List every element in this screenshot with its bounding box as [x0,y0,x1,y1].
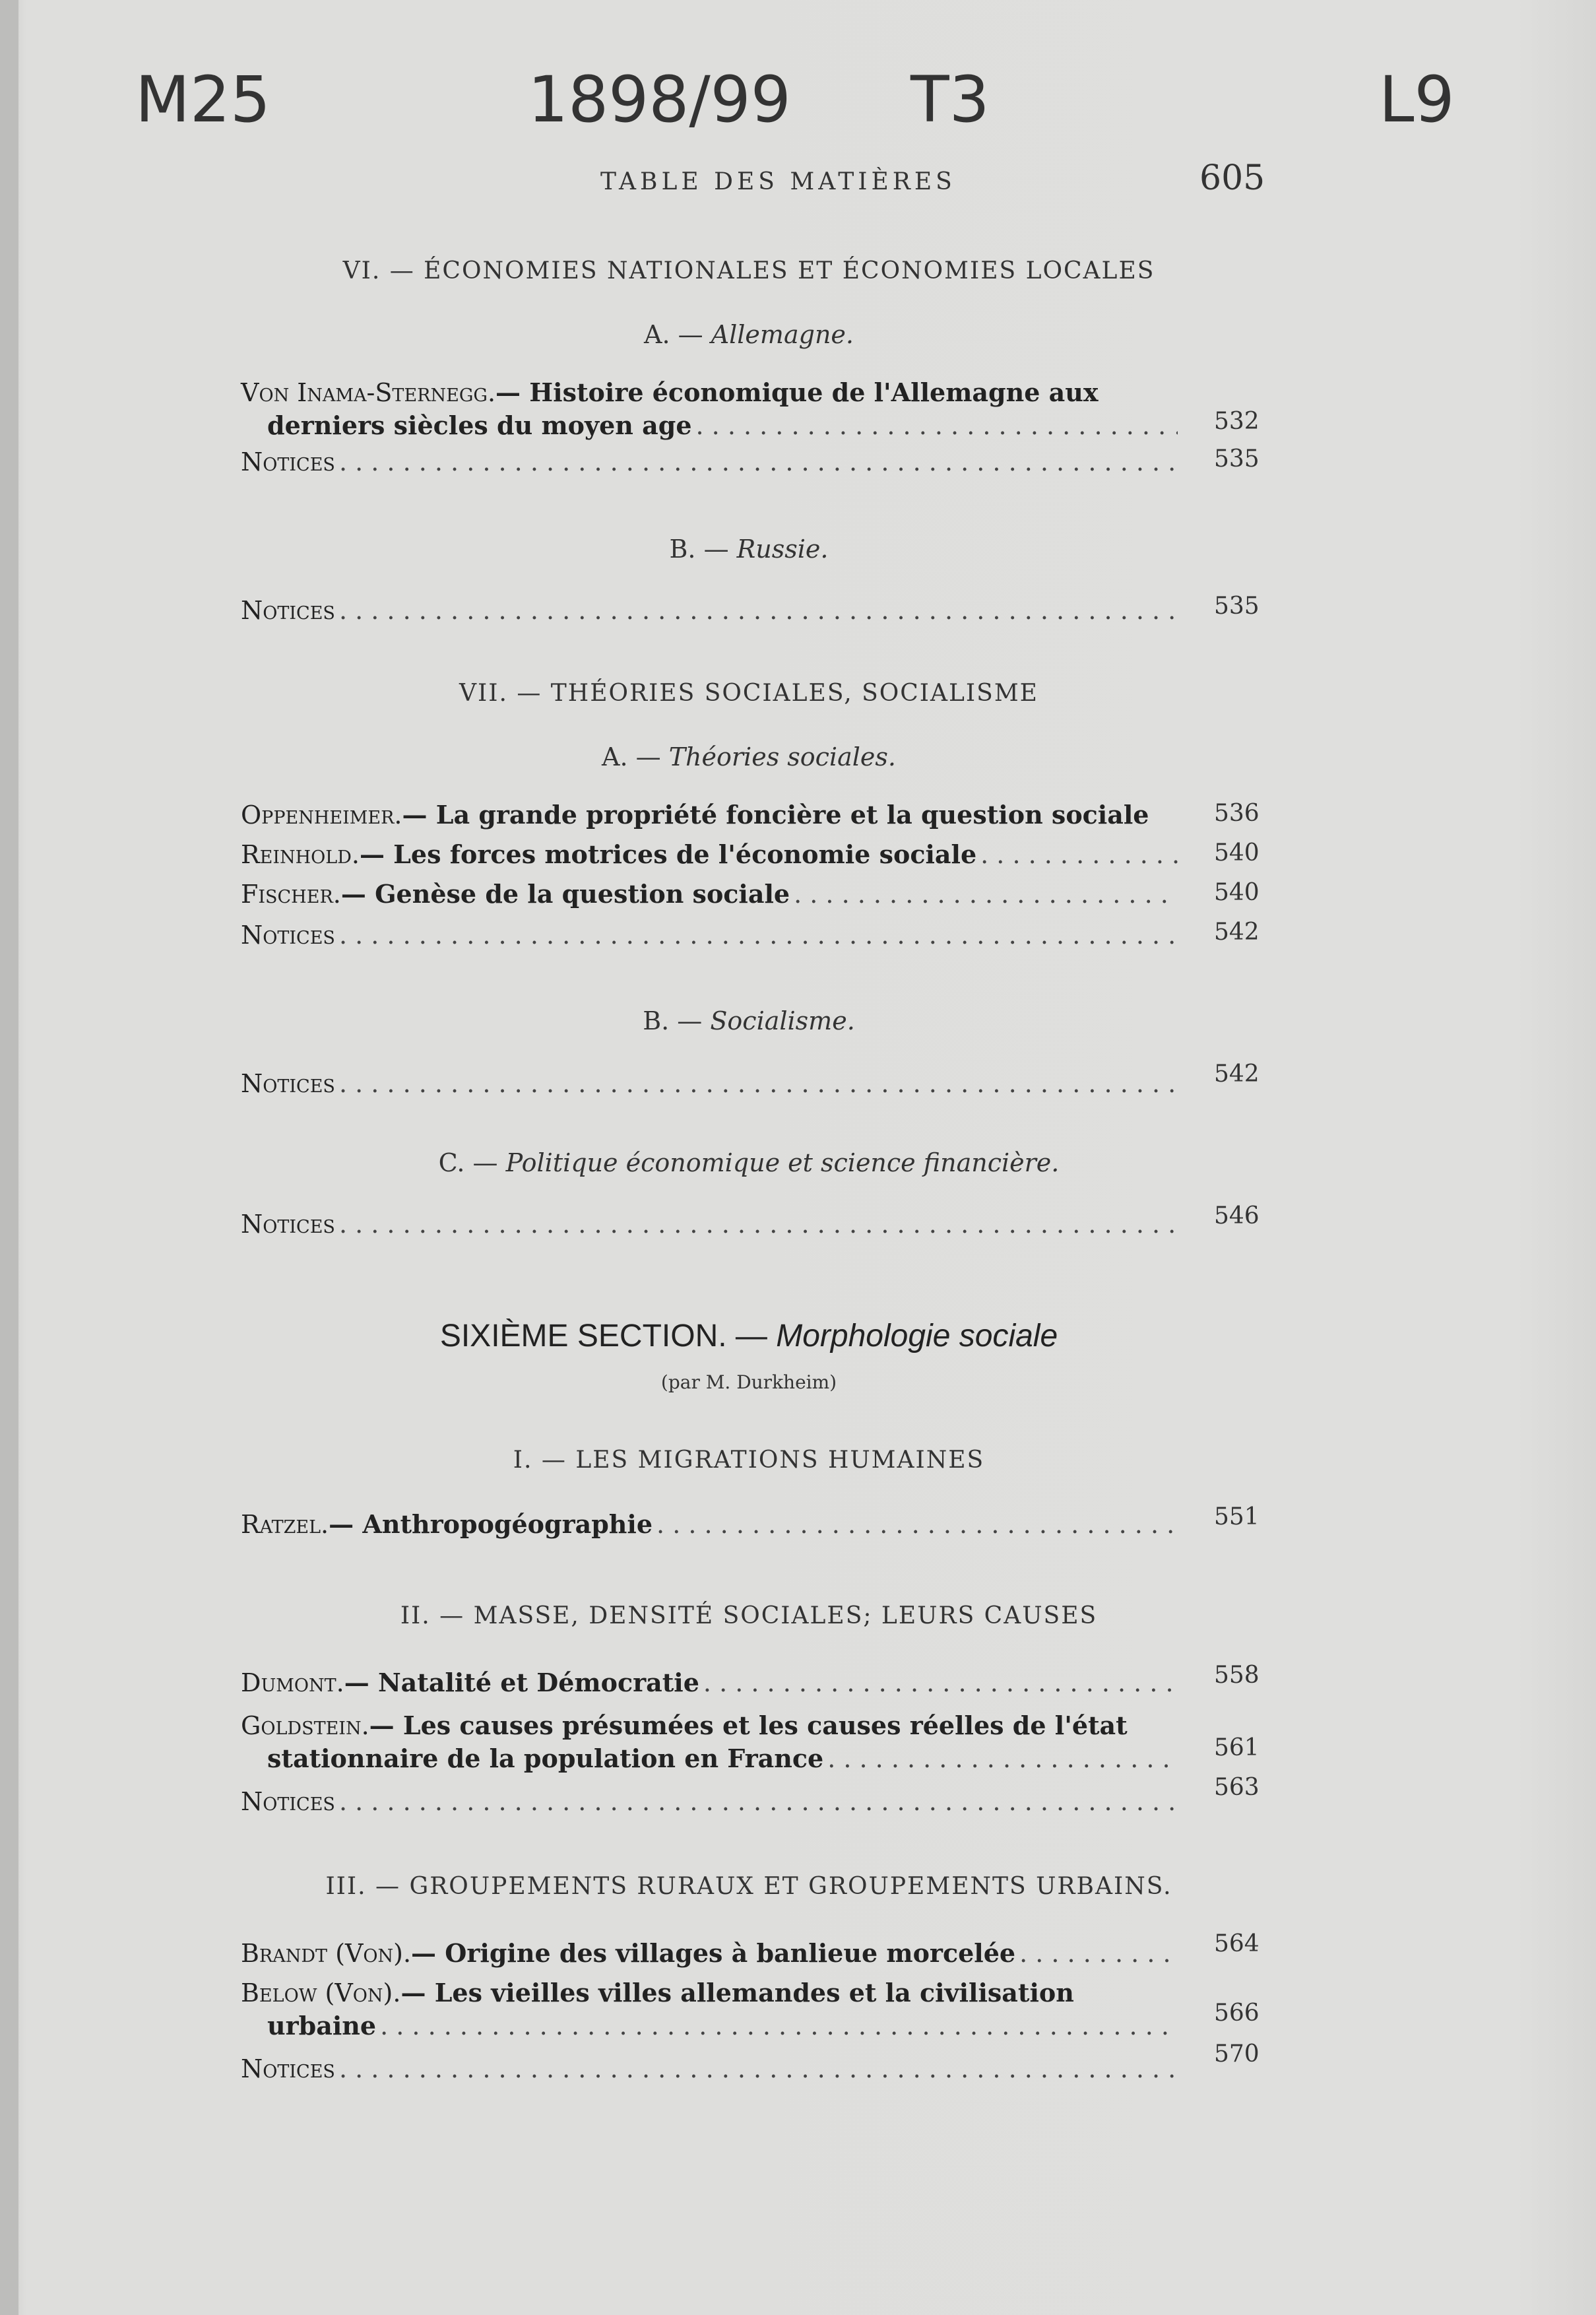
leader-dots [339,1785,1178,1818]
entry-author: Goldstein. [241,1711,369,1740]
leader-dots [980,838,1178,871]
entry-title: — Les forces motrices de l'économie sociale [359,839,977,869]
entry-page: 563 [1214,1774,1260,1801]
entry-title-cont: urbaine [267,2011,377,2040]
section-heading-i: I. — LES MIGRATIONS HUMAINES [513,1447,985,1474]
entry-author: Notices [241,596,335,625]
leader-dots [1019,1937,1178,1970]
entry-page: 535 [1214,445,1260,473]
entry-author: Notices [241,2054,335,2083]
entry-page: 551 [1214,1503,1260,1530]
section-heading-ii: II. — MASSE, DENSITÉ SOCIALES; LEURS CAUSES [400,1602,1098,1629]
entry-page: 561 [1214,1734,1260,1761]
entry-title: — Les causes présumées et les causes réelles de l'état [369,1711,1128,1740]
leader-dots [339,1208,1178,1241]
subsection-heading-vii-a: A. — Théories sociales. [602,742,896,771]
subsection-heading-vi-a: A. — Allemagne. [644,320,854,349]
entry-page: 532 [1214,408,1260,435]
entry-page: 540 [1214,839,1260,866]
leader-dots [703,1666,1178,1699]
toc-entry[interactable] [241,1067,1178,1100]
entry-author: Notices [241,1787,335,1816]
entry-page: 564 [1214,1930,1260,1957]
entry-page: 546 [1214,1202,1260,1229]
page-spine-shadow [0,0,18,2315]
entry-author: Von Inama-Sternegg. [241,378,496,407]
entry-page: 535 [1214,593,1260,620]
entry-page: 540 [1214,879,1260,906]
toc-entry[interactable] [241,1666,1178,1699]
leader-dots [339,445,1178,478]
subsection-heading-vii-b: B. — Socialisme. [643,1006,855,1035]
section-heading-vii: VII. — THÉORIES SOCIALES, SOCIALISME [459,680,1038,707]
toc-entry[interactable] [241,1508,1178,1541]
toc-entry[interactable] [241,919,1178,952]
toc-entry[interactable] [241,799,1178,831]
entry-author: Notices [241,447,335,476]
handwritten-mark-year: 1898/99 [528,63,791,137]
entry-author: Reinhold. [241,840,360,869]
entry-title: — Natalité et Démocratie [344,1668,699,1697]
entry-author: Notices [241,1210,335,1239]
entry-author: Notices [241,1069,335,1098]
toc-entry[interactable] [241,1976,1178,2042]
subsection-heading-vii-c: C. — Politique économique et science financière. [438,1148,1060,1177]
toc-entry[interactable] [241,2052,1178,2085]
entry-title: — Histoire économique de l'Allemagne aux [495,377,1099,407]
entry-author: Notices [241,921,335,950]
entry-page: 536 [1214,800,1260,827]
leader-dots [339,594,1178,627]
entry-title: — Genèse de la question sociale [340,879,790,909]
part-heading: SIXIÈME SECTION. — Morphologie sociale [439,1319,1058,1353]
handwritten-mark-right: L9 [1379,63,1455,137]
page-number: 605 [1199,158,1265,198]
leader-dots [380,2009,1178,2042]
entry-page: 542 [1214,919,1260,946]
leader-dots [339,1067,1178,1100]
leader-dots [794,878,1178,911]
section-heading-vi: VI. — ÉCONOMIES NATIONALES ET ÉCONOMIES LOCALES [342,257,1155,284]
running-title: TABLE DES MATIÈRES [600,168,956,195]
entry-page: 542 [1214,1060,1260,1088]
leader-dots [656,1508,1178,1541]
leader-dots [696,409,1178,442]
entry-title: — Anthropogéographie [329,1509,653,1539]
entry-author: Dumont. [241,1668,344,1697]
toc-entry[interactable] [241,1785,1178,1818]
entry-author: Oppenheimer. [241,800,402,830]
entry-title: — Les vieilles villes allemandes et la civilisation [400,1978,1074,2007]
leader-dots [339,919,1178,952]
toc-entry[interactable] [241,376,1178,442]
leader-dots [339,2052,1178,2085]
part-author: (par M. Durkheim) [660,1371,837,1393]
subsection-heading-vi-b: B. — Russie. [669,535,829,564]
entry-page: 558 [1214,1662,1260,1689]
handwritten-mark-volume: T3 [910,63,990,137]
entry-author: Ratzel. [241,1510,329,1539]
toc-entry[interactable] [241,445,1178,478]
entry-page: 566 [1214,2000,1260,2027]
entry-title-cont: derniers siècles du moyen age [267,410,692,440]
entry-title-cont: stationnaire de la population en France [267,1744,824,1773]
entry-title: — La grande propriété foncière et la question sociale [402,800,1149,830]
handwritten-mark-left: M25 [135,63,271,137]
entry-page: 570 [1214,2040,1260,2068]
toc-entry[interactable] [241,594,1178,627]
entry-author: Brandt (Von). [241,1939,412,1968]
toc-entry[interactable] [241,838,1178,871]
entry-title: — Origine des villages à banlieue morcelée [411,1938,1016,1968]
leader-dots [827,1742,1178,1775]
toc-entry[interactable] [241,878,1178,911]
entry-author: Below (Von). [241,1978,401,2007]
entry-author: Fischer. [241,880,341,909]
toc-entry[interactable] [241,1709,1178,1775]
toc-entry[interactable] [241,1937,1178,1970]
section-heading-iii: III. — GROUPEMENTS RURAUX ET GROUPEMENTS URBAINS. [325,1873,1172,1900]
toc-entry[interactable] [241,1208,1178,1241]
